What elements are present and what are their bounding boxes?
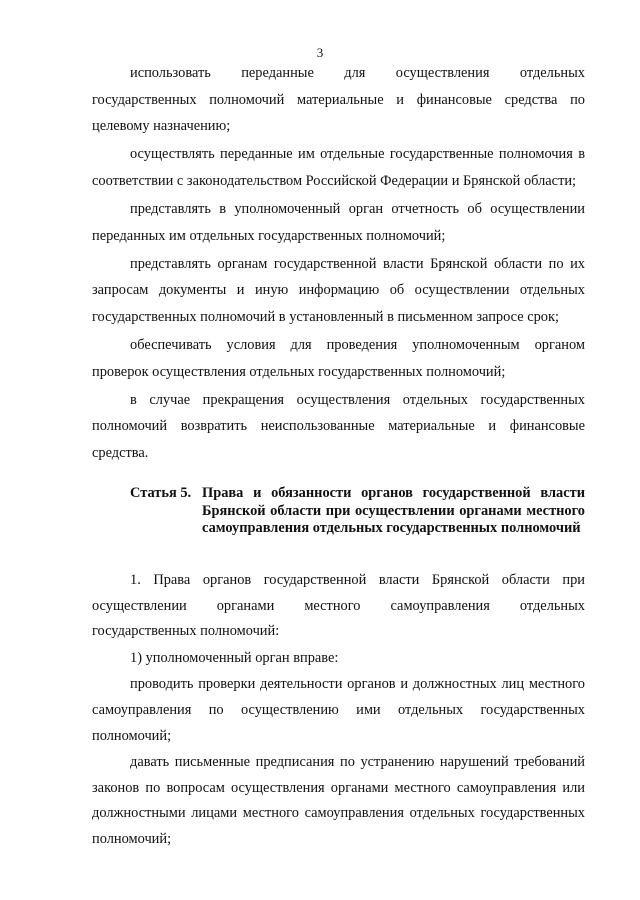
paragraph-conduct-inspections: проводить проверки деятельности органов и должностных лиц местного самоуправления по осуществлению ими отдельных государственных полномочий; xyxy=(92,676,585,744)
article-heading xyxy=(130,485,585,538)
obligations-list xyxy=(92,60,585,466)
paragraph-authorized-body: 1) уполномоченный орган вправе: xyxy=(130,649,339,666)
rights-list xyxy=(92,568,585,853)
paragraph-submit-reports: представлять в уполномоченный орган отчетность об осуществлении переданных им отдельных государственных полномочий; xyxy=(92,200,585,244)
page-number: 3 xyxy=(316,45,324,60)
paragraph-return-funds: в случае прекращения осуществления отдельных государственных полномочий возвратить неиспользованные материальные и финансовые средства. xyxy=(92,391,585,461)
paragraph-issue-orders: давать письменные предписания по устранению нарушений требований законов по вопросам осуществления органами местного самоуправления или должностными лицами местного самоуправления отдельных государственных полномочий; xyxy=(92,754,585,847)
paragraph-submit-documents: представлять органам государственной власти Брянской области по их запросам документы и иную информацию об осуществлении отдельных государственных полномочий в установленный в письменном запросе срок; xyxy=(92,255,585,325)
article-number: Статья 5. xyxy=(130,485,192,501)
paragraph-rights-intro: 1. Права органов государственной власти Брянской области при осуществлении органами местного самоуправления отдельных государственных полномочий: xyxy=(92,572,585,640)
paragraph-exercise-powers: осуществлять переданные им отдельные государственные полномочия в соответствии с законодательством Российской Федерации и Брянской области; xyxy=(92,146,585,189)
article-title: Права и обязанности органов государственной власти Брянской области при осуществлении органами местного самоуправления отдельных государственных полномочий xyxy=(202,485,585,536)
paragraph-ensure-inspections: обеспечивать условия для проведения уполномоченным органом проверок осуществления отдельных государственных полномочий; xyxy=(92,336,585,380)
paragraph-use-funds: использовать переданные для осуществления отдельных государственных полномочий материальные и финансовые средства по целевому назначению; xyxy=(92,65,585,135)
